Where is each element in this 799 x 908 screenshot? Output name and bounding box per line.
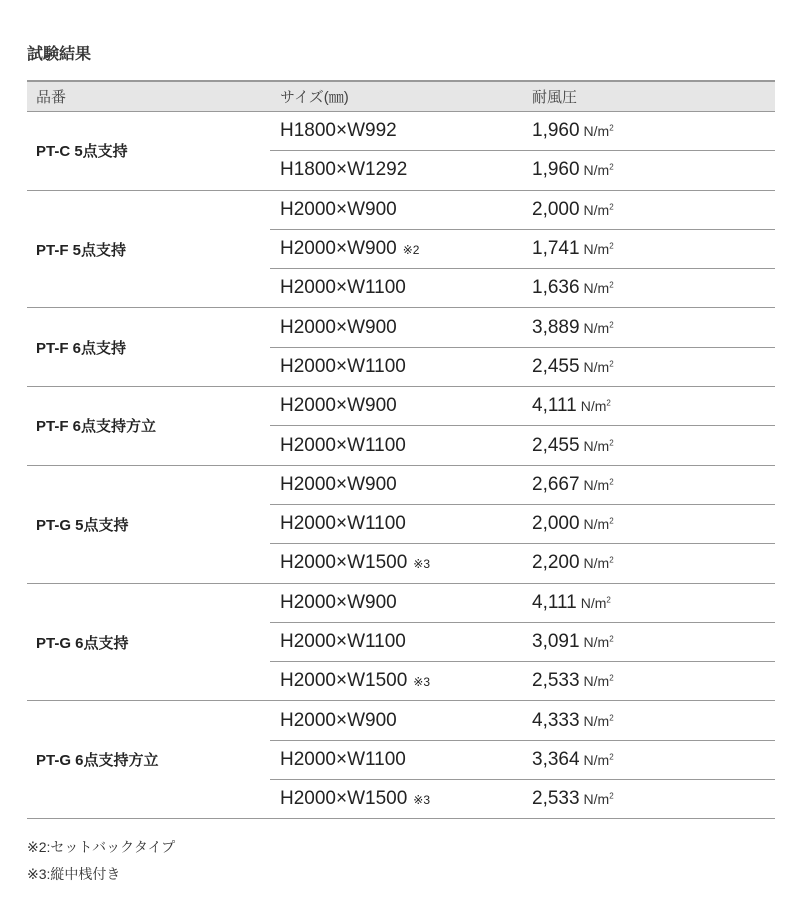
unit-text: N/m — [583, 516, 610, 533]
unit-text: N/m — [580, 398, 607, 415]
pressure-value: 2,533 — [532, 788, 580, 810]
size-cell — [270, 308, 532, 347]
pressure-cell — [532, 112, 775, 151]
product-name: PT-C 5点支持 — [27, 112, 270, 191]
unit-text: N/m — [583, 634, 610, 650]
pressure-cell — [532, 740, 775, 779]
unit-label — [584, 162, 614, 178]
size-value: H2000×W900 — [280, 591, 397, 613]
footnote-3: ※3:縦中桟付き — [27, 866, 121, 882]
pressure-value: 1,636 — [532, 277, 580, 299]
product-name: PT-G 6点支持方立 — [27, 701, 270, 819]
pressure-cell — [532, 622, 775, 661]
pressure-cell — [532, 583, 775, 622]
unit-sup: 2 — [609, 280, 614, 290]
unit-sup: 2 — [609, 123, 614, 133]
unit-label — [584, 673, 614, 689]
size-cell — [270, 780, 532, 819]
pressure-value: 1,960 — [532, 159, 580, 181]
product-name: PT-F 5点支持 — [27, 190, 270, 308]
header-pressure: 耐風圧 — [532, 81, 775, 112]
unit-sup: 2 — [606, 398, 611, 408]
unit-label — [584, 477, 614, 493]
unit-label — [584, 555, 614, 571]
unit-label — [584, 634, 614, 650]
unit-sup: 2 — [609, 555, 614, 565]
pressure-cell — [532, 151, 775, 190]
pressure-cell — [532, 504, 775, 543]
unit-text: N/m — [583, 201, 610, 218]
unit-sup: 2 — [609, 791, 614, 801]
size-cell — [270, 544, 532, 583]
unit-label — [584, 320, 614, 336]
pressure-value: 2,200 — [532, 552, 580, 574]
unit-sup: 2 — [609, 241, 614, 251]
footnote-marker: ※2 — [402, 243, 420, 258]
unit-sup: 2 — [609, 477, 614, 487]
pressure-value: 3,091 — [532, 631, 580, 652]
unit-text: N/m — [580, 594, 607, 611]
size-value: H2000×W1100 — [280, 355, 406, 377]
size-value: H2000×W1500 — [280, 788, 408, 810]
unit-text: N/m — [583, 791, 610, 808]
table-row — [27, 112, 775, 151]
unit-sup: 2 — [609, 319, 614, 329]
unit-sup: 2 — [609, 752, 614, 762]
pressure-value: 3,364 — [532, 748, 580, 770]
table-header-row — [27, 81, 775, 112]
size-value: H2000×W1500 — [280, 670, 408, 692]
product-name: PT-G 6点支持 — [27, 583, 270, 701]
pressure-value: 2,000 — [532, 198, 580, 220]
pressure-cell — [532, 544, 775, 583]
unit-sup: 2 — [609, 673, 614, 683]
size-value: H2000×W900 — [280, 198, 397, 220]
table-row — [27, 583, 775, 622]
size-cell — [270, 583, 532, 622]
unit-label — [584, 791, 614, 807]
size-cell — [270, 347, 532, 386]
pressure-cell — [532, 701, 775, 740]
product-name: PT-F 6点支持 — [27, 308, 270, 387]
test-results-table — [27, 80, 775, 819]
unit-label — [581, 595, 611, 611]
section-title: 試験結果 — [27, 46, 92, 63]
pressure-cell — [532, 387, 775, 426]
size-value: H1800×W992 — [280, 120, 397, 142]
size-cell — [270, 701, 532, 740]
unit-label — [584, 202, 614, 218]
unit-text: N/m — [583, 280, 610, 297]
unit-sup: 2 — [609, 359, 614, 369]
pressure-value: 1,741 — [532, 238, 580, 260]
unit-label — [584, 752, 614, 768]
pressure-cell — [532, 347, 775, 386]
size-cell — [270, 190, 532, 229]
size-cell — [270, 387, 532, 426]
unit-sup: 2 — [609, 162, 614, 172]
product-name: PT-G 5点支持 — [27, 465, 270, 583]
size-cell — [270, 426, 532, 465]
size-value: H2000×W900 — [280, 473, 397, 495]
unit-text: N/m — [583, 319, 610, 336]
unit-sup: 2 — [609, 437, 614, 447]
header-product: 品番 — [27, 81, 270, 112]
unit-sup: 2 — [609, 634, 614, 644]
table-row — [27, 701, 775, 740]
size-cell — [270, 740, 532, 779]
unit-sup: 2 — [609, 202, 614, 212]
size-value: H2000×W900 — [280, 395, 397, 417]
size-cell — [270, 112, 532, 151]
pressure-value: 2,455 — [532, 355, 580, 377]
pressure-cell — [532, 269, 775, 308]
size-value: H2000×W900 — [280, 709, 397, 731]
unit-text: N/m — [583, 476, 610, 493]
unit-label — [584, 241, 614, 257]
size-cell — [270, 662, 532, 701]
unit-sup: 2 — [609, 516, 614, 526]
pressure-cell — [532, 308, 775, 347]
size-value: H2000×W1100 — [280, 631, 406, 652]
unit-text: N/m — [583, 358, 610, 375]
table-body — [27, 112, 775, 819]
pressure-cell — [532, 229, 775, 268]
unit-text: N/m — [583, 555, 610, 572]
unit-label — [584, 359, 614, 375]
unit-text: N/m — [583, 437, 610, 454]
footnote-2: ※2:セットバックタイプ — [27, 839, 176, 855]
unit-label — [584, 713, 614, 729]
unit-label — [584, 438, 614, 454]
unit-label — [581, 398, 611, 414]
pressure-value: 4,111 — [532, 591, 577, 613]
product-name: PT-F 6点支持方立 — [27, 387, 270, 466]
size-cell — [270, 465, 532, 504]
pressure-value: 2,667 — [532, 473, 580, 495]
pressure-value: 4,333 — [532, 709, 580, 731]
footnote-marker: ※3 — [413, 793, 431, 808]
header-size: サイズ(㎜) — [270, 81, 532, 112]
size-cell — [270, 229, 532, 268]
size-cell — [270, 622, 532, 661]
table-row — [27, 387, 775, 426]
unit-sup: 2 — [609, 712, 614, 722]
size-value: H2000×W1100 — [280, 513, 406, 535]
pressure-cell — [532, 780, 775, 819]
size-value: H2000×W1500 — [280, 552, 408, 574]
unit-label — [584, 123, 614, 139]
table-row — [27, 465, 775, 504]
size-value: H2000×W1100 — [280, 434, 406, 456]
size-cell — [270, 504, 532, 543]
unit-text: N/m — [583, 712, 610, 729]
size-cell — [270, 269, 532, 308]
size-value: H1800×W1292 — [280, 159, 408, 181]
size-value: H2000×W900 — [280, 238, 397, 260]
unit-label — [584, 280, 614, 296]
table-row — [27, 308, 775, 347]
footnote-marker: ※3 — [413, 557, 431, 572]
pressure-cell — [532, 465, 775, 504]
size-value: H2000×W900 — [280, 316, 397, 338]
pressure-value: 2,533 — [532, 670, 580, 692]
unit-label — [584, 516, 614, 532]
pressure-value: 3,889 — [532, 316, 580, 338]
unit-text: N/m — [583, 751, 610, 768]
unit-text: N/m — [583, 241, 610, 258]
table-row — [27, 190, 775, 229]
size-value: H2000×W1100 — [280, 277, 406, 299]
footnotes — [27, 834, 175, 888]
pressure-value: 1,960 — [532, 120, 580, 142]
pressure-cell — [532, 190, 775, 229]
pressure-cell — [532, 426, 775, 465]
size-value: H2000×W1100 — [280, 748, 406, 770]
unit-sup: 2 — [606, 595, 611, 605]
pressure-value: 4,111 — [532, 395, 577, 417]
unit-text: N/m — [583, 123, 610, 140]
size-cell — [270, 151, 532, 190]
pressure-value: 2,455 — [532, 434, 580, 456]
footnote-marker: ※3 — [413, 675, 431, 690]
unit-text: N/m — [583, 673, 610, 690]
pressure-cell — [532, 662, 775, 701]
pressure-value: 2,000 — [532, 513, 580, 535]
unit-text: N/m — [583, 162, 610, 179]
